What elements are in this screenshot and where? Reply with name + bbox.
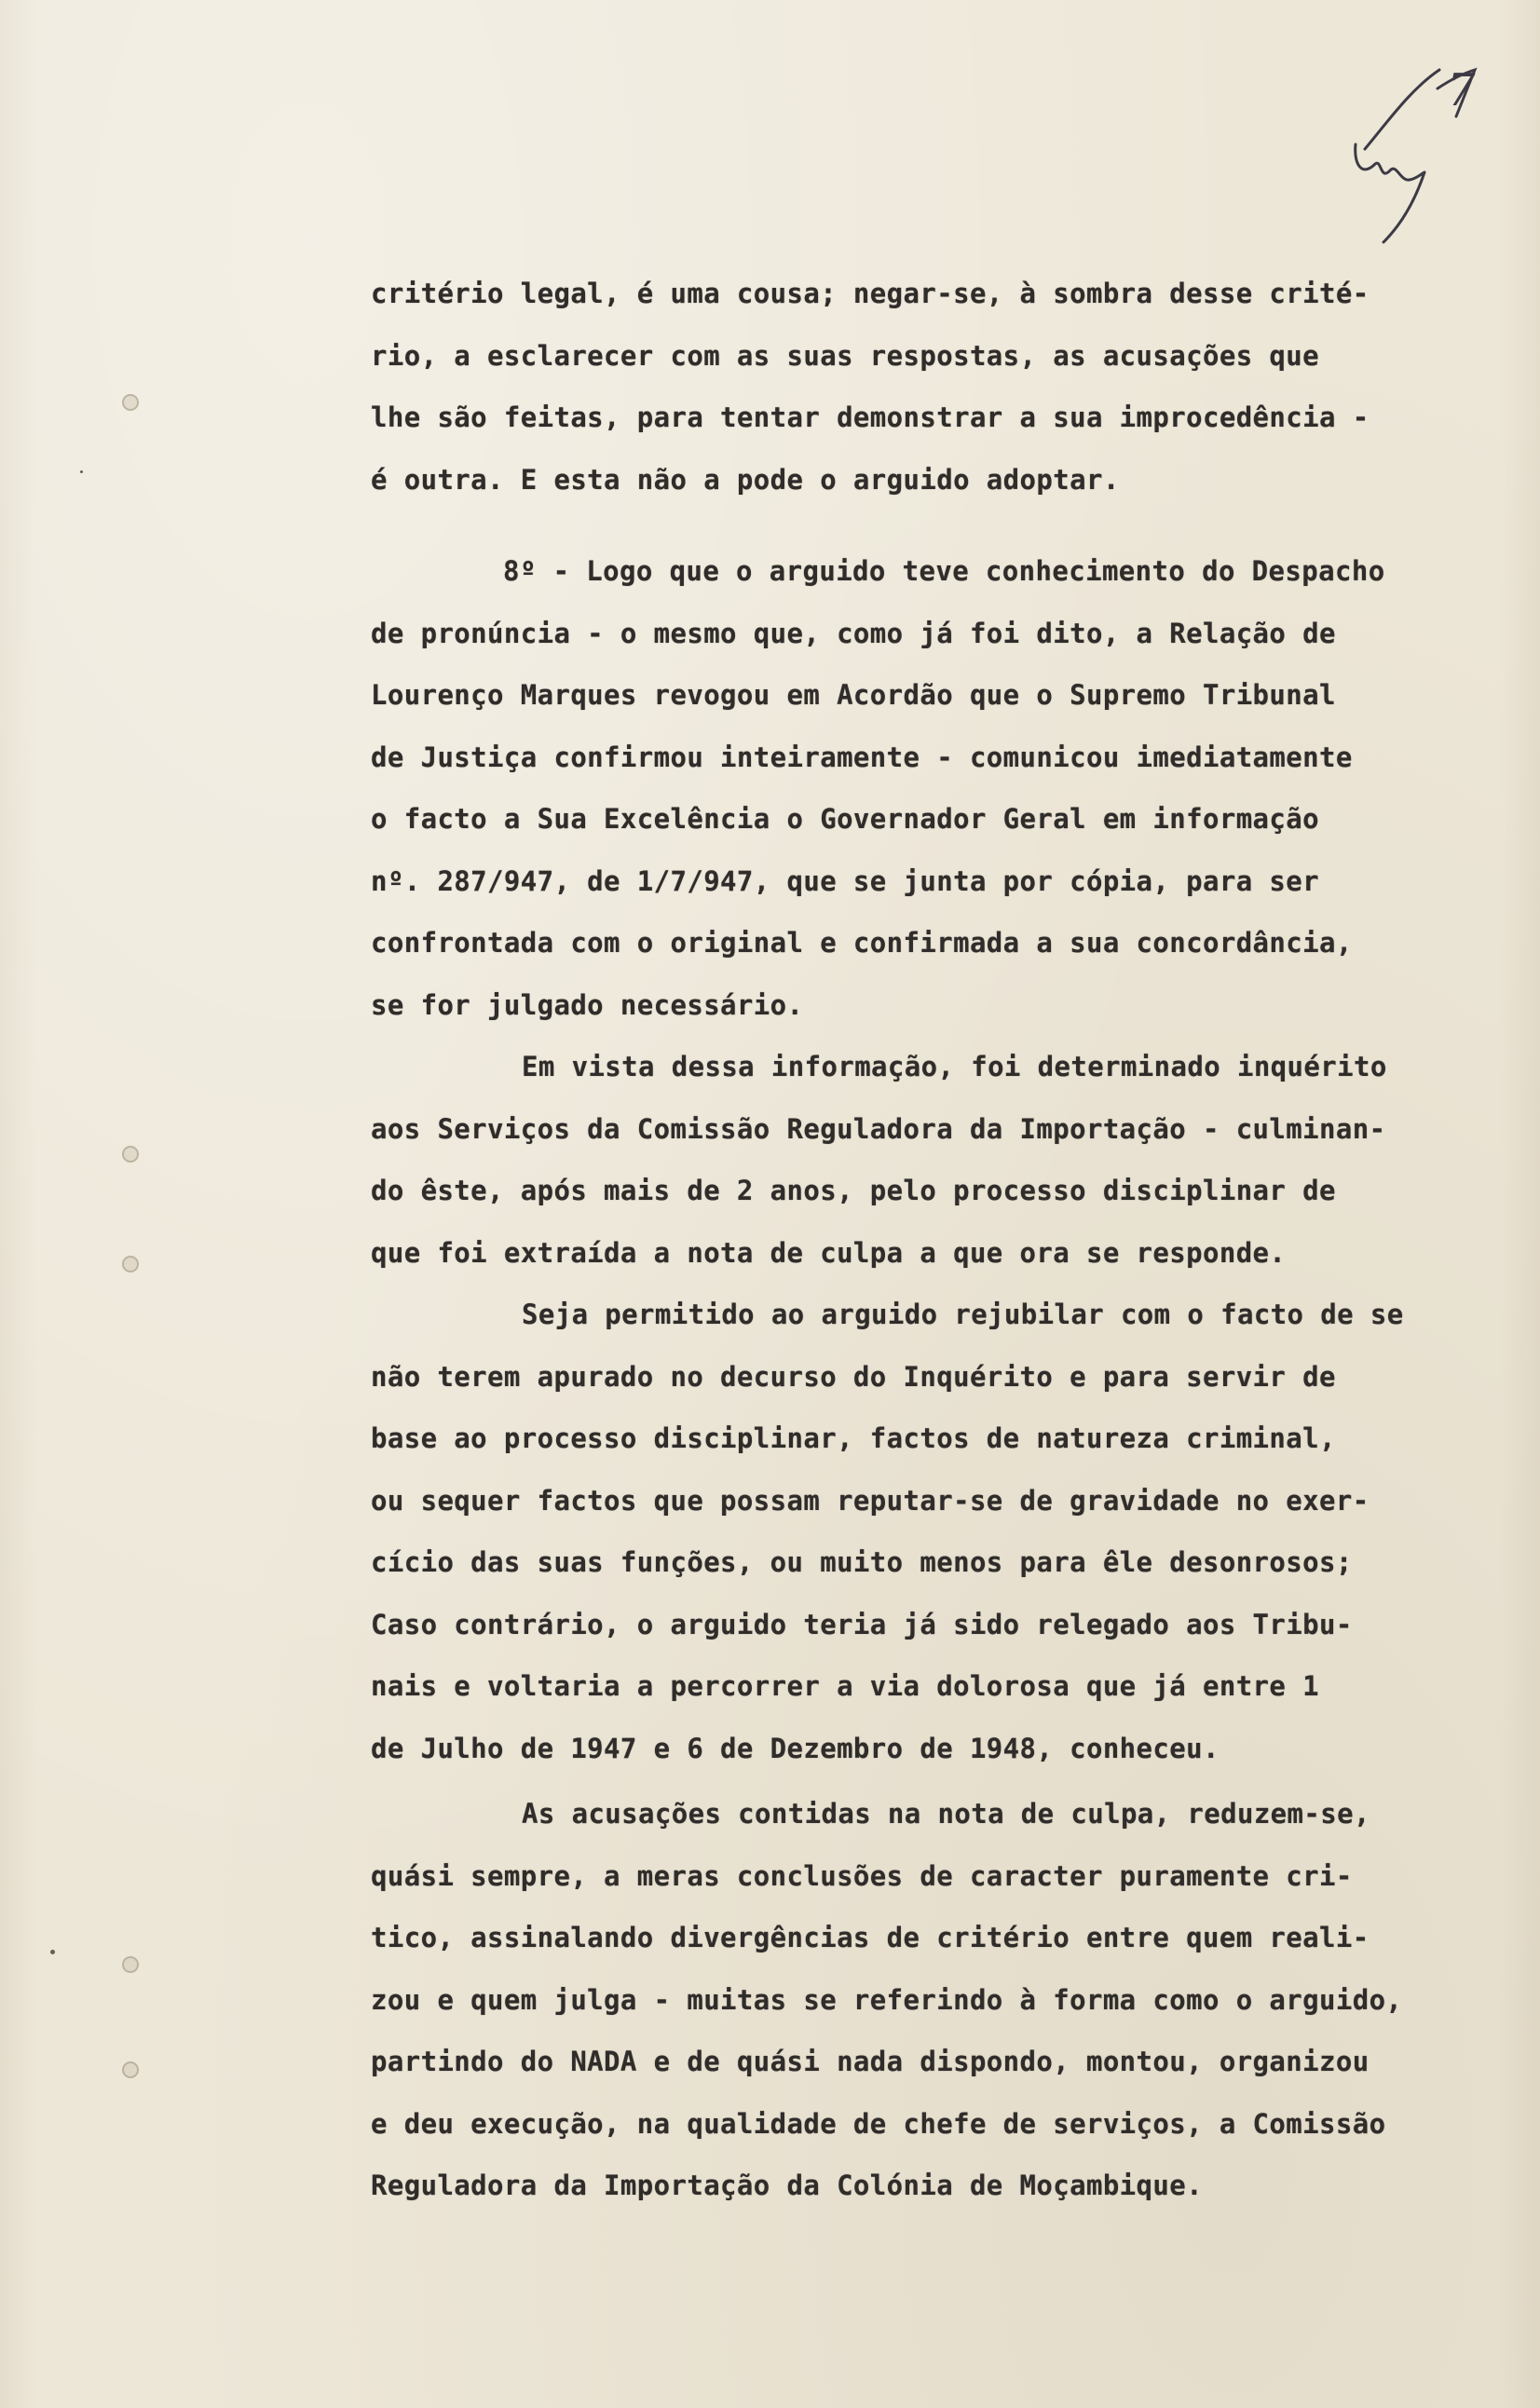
paragraph: [371, 540, 1512, 1036]
text-line: partindo do NADA e de quási nada dispondo, montou, organizou: [371, 2046, 1370, 2077]
text-line: quási sempre, a meras conclusões de caracter puramente cri-: [371, 1859, 1353, 1892]
text-line: Caso contrário, o arguido teria já sido relegado aos Tribu-: [371, 1608, 1353, 1640]
text-line: não terem apurado no decurso do Inquérito e para servir de: [371, 1360, 1336, 1393]
text-line: é outra. E esta não a pode o arguido adoptar.: [371, 463, 1120, 496]
text-line: de Justiça confirmou inteiramente - comunicou imediatamente: [371, 741, 1353, 773]
binder-hole: [122, 2061, 139, 2078]
text-line: nais e voltaria a percorrer a via dolorosa que já entre 1: [371, 1670, 1319, 1702]
folio-number: 7: [1447, 64, 1476, 116]
text-line: que foi extraída a nota de culpa a que ora se responde.: [371, 1236, 1287, 1269]
text-line: Reguladora da Importação da Colónia de Moçambique.: [371, 2170, 1203, 2201]
text-line: Em vista dessa informação, foi determinado inquérito: [522, 1051, 1387, 1082]
text-line: nº. 287/947, de 1/7/947, que se junta por cópia, para ser: [371, 864, 1319, 897]
text-line: de Julho de 1947 e 6 de Dezembro de 1948, conheceu.: [371, 1732, 1220, 1764]
text-line: critério legal, é uma cousa; negar-se, à sombra desse crité-: [371, 278, 1370, 309]
binder-hole: [122, 394, 139, 411]
handwritten-folio-mark: [1300, 51, 1486, 247]
paragraph: [371, 1783, 1512, 2217]
text-line: rio, a esclarecer com as suas respostas, as acusações que: [371, 339, 1319, 372]
text-line: e deu execução, na qualidade de chefe de serviços, a Comissão: [371, 2107, 1386, 2140]
text-line: As acusações contidas na nota de culpa, reduzem-se,: [522, 1798, 1370, 1830]
typewritten-body: [371, 263, 1512, 2217]
paragraph-gap: [371, 510, 1512, 540]
text-line: do êste, após mais de 2 anos, pelo processo disciplinar de: [371, 1175, 1336, 1206]
text-line: Seja permitido ao arguido rejubilar com o facto de se: [522, 1299, 1404, 1330]
text-line: 8º - Logo que o arguido teve conhecimento do Despacho: [503, 555, 1385, 587]
text-line: cício das suas funções, ou muito menos para êle desonrosos;: [371, 1546, 1353, 1578]
binder-hole: [122, 1146, 139, 1163]
text-line: se for julgado necessário.: [371, 988, 804, 1021]
paragraph: [371, 263, 1512, 510]
ink-speck: [50, 1950, 55, 1954]
ink-speck: [80, 470, 83, 473]
text-line: ou sequer factos que possam reputar-se de gravidade no exer-: [371, 1484, 1370, 1517]
text-line: tico, assinalando divergências de critério entre quem reali-: [371, 1922, 1370, 1953]
binder-hole: [122, 1956, 139, 1973]
text-line: base ao processo disciplinar, factos de natureza criminal,: [371, 1422, 1336, 1454]
text-line: lhe são feitas, para tentar demonstrar a sua improcedência -: [371, 401, 1370, 433]
text-line: Lourenço Marques revogou em Acordão que o Supremo Tribunal: [371, 679, 1336, 711]
paragraph: [371, 1036, 1512, 1284]
text-line: zou e quem julga - muitas se referindo à forma como o arguido,: [371, 1983, 1403, 2016]
text-line: confrontada com o original e confirmada a sua concordância,: [371, 927, 1353, 959]
text-line: aos Serviços da Comissão Reguladora da Importação - culminan-: [371, 1112, 1386, 1145]
paragraph: [371, 1284, 1512, 1779]
text-line: de pronúncia - o mesmo que, como já foi dito, a Relação de: [371, 617, 1336, 649]
text-line: o facto a Sua Excelência o Governador Geral em informação: [371, 803, 1319, 835]
binder-hole: [122, 1256, 139, 1272]
